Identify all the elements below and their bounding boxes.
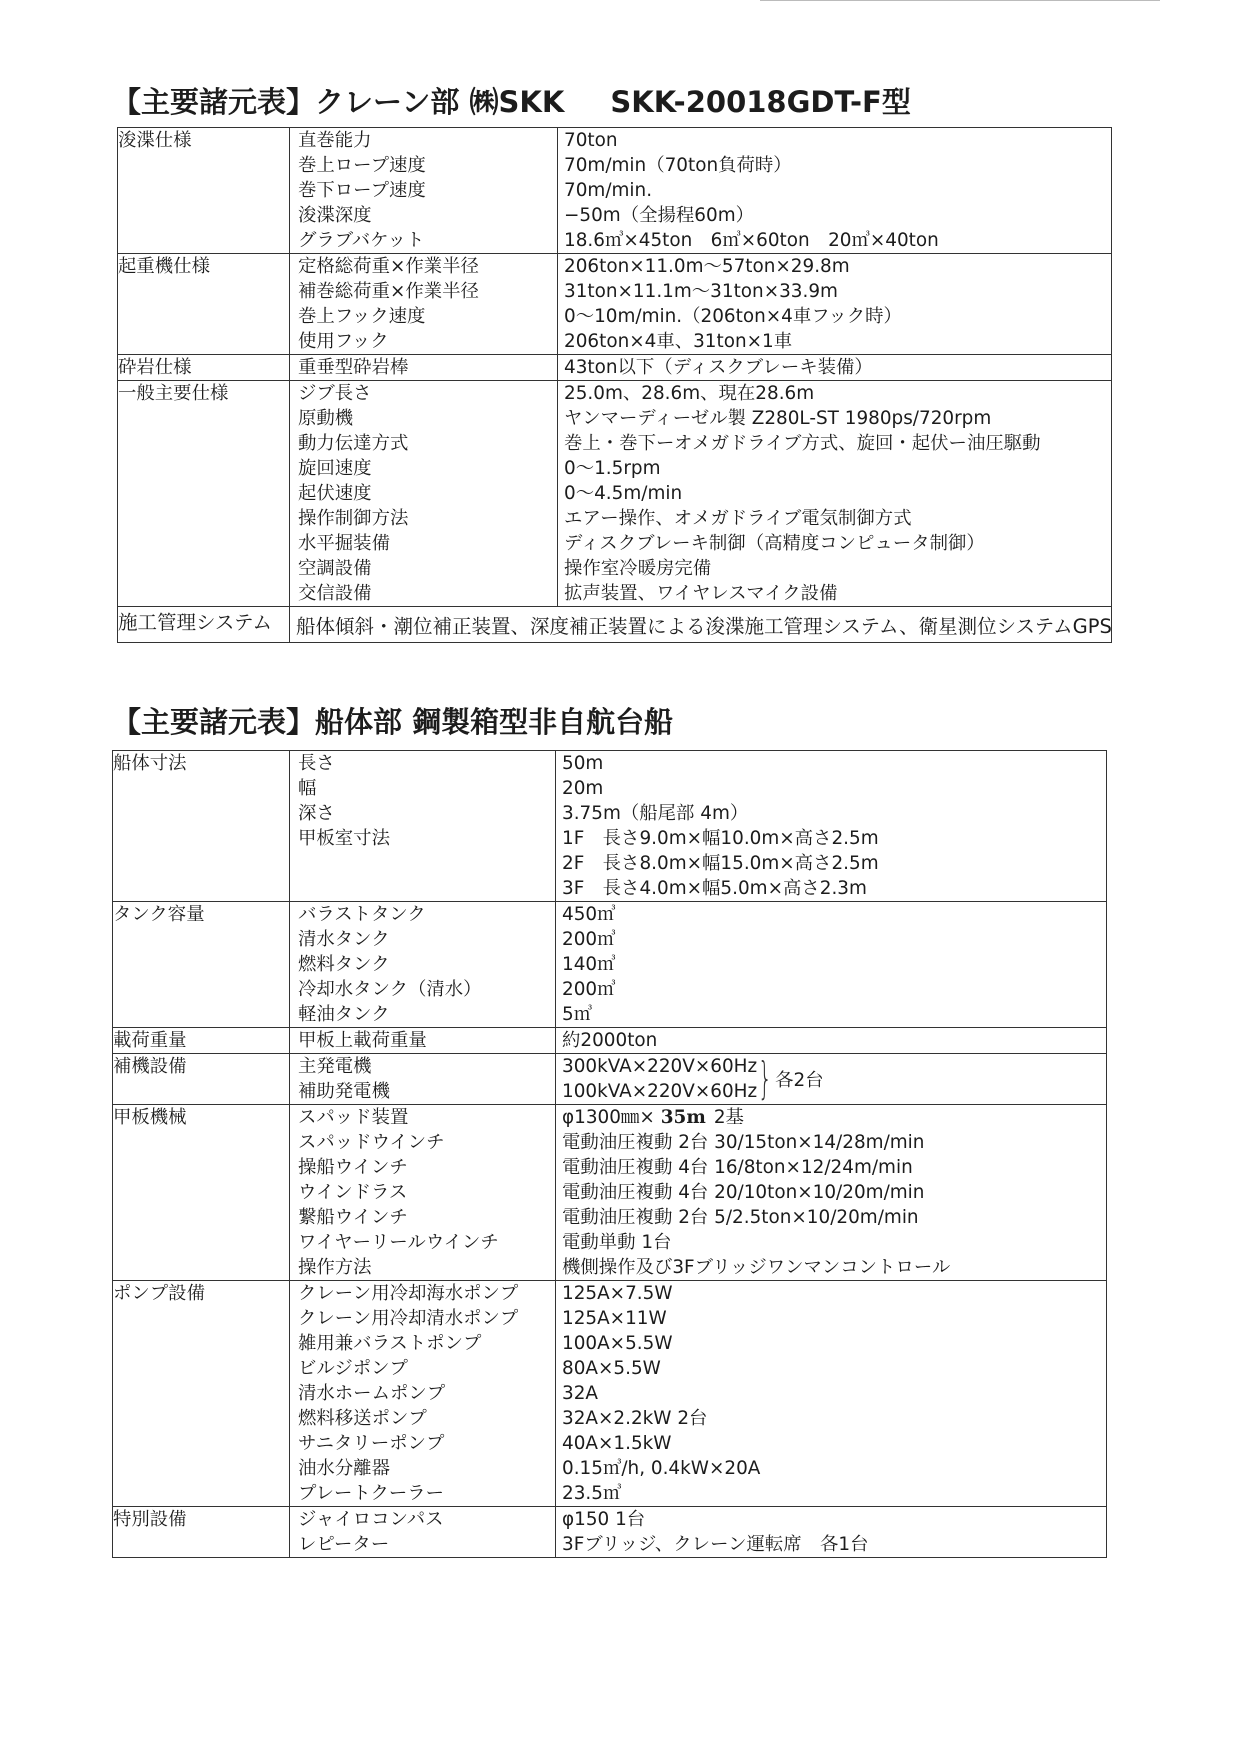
category-cell <box>118 254 290 355</box>
item-value: ヤンマーディーゼル製 Z280L-ST 1980ps/720rpm <box>564 408 992 429</box>
item-label: ビルジポンプ <box>298 1358 408 1379</box>
category-cell <box>118 381 290 607</box>
item-label-cell <box>290 1507 556 1558</box>
category-cell <box>113 1105 290 1281</box>
item-label: 燃料移送ポンプ <box>298 1408 427 1429</box>
item-value-cell <box>556 1028 1107 1054</box>
spec-row-system <box>118 607 1112 643</box>
item-label: 雑用兼バラストポンプ <box>298 1333 482 1354</box>
generator-group <box>556 1054 1106 1104</box>
category-cell <box>113 902 290 1028</box>
item-label: 水平掘装備 <box>298 533 390 554</box>
item-label: 主発電機 <box>298 1056 372 1077</box>
item-label: 定格総荷重×作業半径 <box>298 256 479 277</box>
item-label-cell <box>290 1054 556 1105</box>
item-value-cell <box>556 1507 1107 1558</box>
item-value: 70ton <box>564 130 618 151</box>
item-value-cell <box>556 1054 1107 1105</box>
hull-heading-title: 【主要諸元表】 <box>112 705 316 739</box>
item-value: 125A×7.5W <box>562 1283 673 1304</box>
brace-icon: } <box>758 1053 773 1104</box>
item-label: 甲板室寸法 <box>298 828 390 849</box>
item-label: 補巻総荷重×作業半径 <box>298 281 479 302</box>
spec-row <box>113 1281 1107 1507</box>
item-label: 軽油タンク <box>298 1004 390 1025</box>
item-label: レピーター <box>298 1534 390 1555</box>
item-label: 油水分離器 <box>298 1458 390 1479</box>
item-label-cell <box>290 381 558 607</box>
item-value: 206ton×4車、31ton×1車 <box>564 331 793 352</box>
category-label: 特別設備 <box>113 1509 187 1530</box>
item-value: 32A×2.2kW 2台 <box>562 1408 708 1429</box>
spec-row <box>118 381 1112 607</box>
item-label: バラストタンク <box>298 904 426 925</box>
item-label: 操作制御方法 <box>298 508 409 529</box>
item-label: グラブバケット <box>298 230 425 251</box>
item-label-cell <box>290 1105 556 1281</box>
item-value-cell <box>558 254 1112 355</box>
item-label: 長さ <box>298 753 335 774</box>
item-value: 操作室冷暖房完備 <box>564 558 712 579</box>
scan-edge-line <box>760 0 1160 1</box>
category-label: ポンプ設備 <box>113 1283 205 1304</box>
item-label: 巻上フック速度 <box>298 306 426 327</box>
item-label: 深さ <box>298 803 335 824</box>
item-value: 2F 長さ8.0m×幅15.0m×高さ2.5m <box>562 853 879 874</box>
item-value: 0〜1.5rpm <box>564 458 661 479</box>
hull-heading-subtitle: 船体部 鋼製箱型非自航台船 <box>315 705 674 739</box>
category-label: 一般主要仕様 <box>118 383 229 404</box>
category-label: 補機設備 <box>113 1056 187 1077</box>
item-value: 100kVA×220V×60Hz <box>562 1081 758 1102</box>
item-label: 使用フック <box>298 331 389 352</box>
spec-row <box>113 1028 1107 1054</box>
item-label-cell <box>290 902 556 1028</box>
item-value-cell <box>558 381 1112 607</box>
item-label: 操作方法 <box>298 1257 372 1278</box>
item-label: ジブ長さ <box>298 383 372 404</box>
item-value: 電動単動 1台 <box>562 1232 672 1253</box>
item-label: クレーン用冷却海水ポンプ <box>298 1283 519 1304</box>
item-label: 浚渫深度 <box>298 205 372 226</box>
item-label: 空調設備 <box>298 558 372 579</box>
spec-row <box>113 902 1107 1028</box>
item-label-cell <box>290 128 558 254</box>
item-value: 140㎥ <box>562 954 616 975</box>
crane-model: SKK-20018GDT-F型 <box>610 85 911 119</box>
item-value: 31ton×11.1m〜31ton×33.9m <box>564 281 838 302</box>
item-label: 繋船ウインチ <box>298 1207 408 1228</box>
category-label: 起重機仕様 <box>118 256 210 277</box>
item-value: 巻上・巻下ーオメガドライブ方式、旋回・起伏ー油圧駆動 <box>564 433 1041 454</box>
item-label: 巻上ロープ速度 <box>298 155 426 176</box>
item-label: 清水タンク <box>298 929 390 950</box>
category-cell <box>113 1507 290 1558</box>
item-value: 拡声装置、ワイヤレスマイク設備 <box>564 583 838 604</box>
item-label: 交信設備 <box>298 583 372 604</box>
brace-note: 各2台 <box>775 1070 824 1091</box>
spud-length-handwritten: 35m <box>660 1107 706 1128</box>
crane-spec-table <box>117 127 1112 643</box>
item-label: 重垂型砕岩棒 <box>298 357 409 378</box>
category-cell <box>113 1281 290 1507</box>
item-value: 3F 長さ4.0m×幅5.0m×高さ2.3m <box>562 878 867 899</box>
item-label-cell <box>290 254 558 355</box>
spec-row <box>118 254 1112 355</box>
spec-row <box>113 1507 1107 1558</box>
hull-heading <box>112 705 674 739</box>
item-value: φ1300㎜× <box>562 1107 655 1128</box>
item-label: 起伏速度 <box>298 483 372 504</box>
item-label-cell <box>290 751 556 902</box>
item-label: 幅 <box>298 778 317 799</box>
category-cell <box>113 1054 290 1105</box>
item-label: サニタリーポンプ <box>298 1433 445 1454</box>
item-label: ウインドラス <box>298 1182 408 1203</box>
item-label: 補助発電機 <box>298 1081 390 1102</box>
category-cell <box>113 751 290 902</box>
item-value-cell <box>556 902 1107 1028</box>
item-value: 3Fブリッジ、クレーン運転席 各1台 <box>562 1534 869 1555</box>
item-value: 23.5㎥ <box>562 1483 622 1504</box>
item-value: 300kVA×220V×60Hz <box>562 1056 758 1077</box>
category-label: 載荷重量 <box>113 1030 187 1051</box>
item-value: 0.15㎥/h, 0.4kW×20A <box>562 1458 761 1479</box>
item-value: 電動油圧複動 2台 30/15ton×14/28m/min <box>562 1132 925 1153</box>
item-value: 1F 長さ9.0m×幅10.0m×高さ2.5m <box>562 828 879 849</box>
spec-row <box>113 751 1107 902</box>
item-label: 燃料タンク <box>298 954 390 975</box>
item-value: −50m（全揚程60m） <box>564 205 754 226</box>
item-value: 電動油圧複動 2台 5/2.5ton×10/20m/min <box>562 1207 919 1228</box>
item-label: ジャイロコンパス <box>298 1509 444 1530</box>
spec-row <box>113 1054 1107 1105</box>
category-label: 砕岩仕様 <box>118 357 192 378</box>
item-label-cell <box>290 355 558 381</box>
spec-row <box>118 128 1112 254</box>
system-description: 船体傾斜・潮位補正装置、深度補正装置による浚渫施工管理システム、衛星測位システムGPS <box>296 615 1112 638</box>
item-value: ディスクブレーキ制御（高精度コンピュータ制御） <box>564 533 985 554</box>
item-value: 機側操作及び3Fブリッジワンマンコントロール <box>562 1257 951 1278</box>
item-label: スパッドウインチ <box>298 1132 445 1153</box>
category-cell <box>118 128 290 254</box>
item-label: 巻下ロープ速度 <box>298 180 426 201</box>
category-label: タンク容量 <box>113 904 205 925</box>
item-value-cell <box>556 751 1107 902</box>
category-cell <box>113 1028 290 1054</box>
item-value: 32A <box>562 1383 598 1404</box>
item-value: 20m <box>562 778 604 799</box>
item-label-cell <box>290 1028 556 1054</box>
item-value: 5㎥ <box>562 1004 593 1025</box>
item-value: 電動油圧複動 4台 20/10ton×10/20m/min <box>562 1182 925 1203</box>
item-label: ワイヤーリールウインチ <box>298 1232 499 1253</box>
item-label: プレートクーラー <box>298 1483 445 1504</box>
item-value-cell <box>558 355 1112 381</box>
crane-heading <box>112 85 911 119</box>
spud-value-line <box>556 1105 1106 1130</box>
item-value: φ150 1台 <box>562 1509 646 1530</box>
item-value: 100A×5.5W <box>562 1333 673 1354</box>
item-label: スパッド装置 <box>298 1107 409 1128</box>
item-value: 3.75m（船尾部 4m） <box>562 803 749 824</box>
item-value: 約2000ton <box>562 1030 658 1051</box>
item-value-cell <box>556 1281 1107 1507</box>
item-value: 80A×5.5W <box>562 1358 661 1379</box>
item-value: 25.0m、28.6m、現在28.6m <box>564 383 815 404</box>
item-value: 200㎥ <box>562 929 616 950</box>
item-value: 電動油圧複動 4台 16/8ton×12/24m/min <box>562 1157 913 1178</box>
item-value: 40A×1.5kW <box>562 1433 672 1454</box>
item-value: 18.6㎥×45ton 6㎥×60ton 20㎥×40ton <box>564 230 939 251</box>
spec-row <box>118 355 1112 381</box>
item-label: 旋回速度 <box>298 458 372 479</box>
category-label: 施工管理システム <box>118 611 273 634</box>
item-value: 43ton以下（ディスクブレーキ装備） <box>564 357 873 378</box>
item-value: 50m <box>562 753 604 774</box>
spec-row <box>113 1105 1107 1281</box>
item-label: 動力伝達方式 <box>298 433 409 454</box>
item-label: 清水ホームポンプ <box>298 1383 446 1404</box>
item-value: 70m/min. <box>564 180 653 201</box>
item-label: クレーン用冷却清水ポンプ <box>298 1308 519 1329</box>
hull-spec-table <box>112 750 1107 1558</box>
item-value-cell <box>558 128 1112 254</box>
item-value: 0〜10m/min.（206ton×4車フック時） <box>564 306 902 327</box>
item-value: 70m/min（70ton負荷時） <box>564 155 792 176</box>
item-value: 450㎥ <box>562 904 616 925</box>
item-label: 甲板上載荷重量 <box>298 1030 427 1051</box>
spud-count: 2基 <box>713 1107 744 1128</box>
crane-heading-title: 【主要諸元表】 <box>112 85 316 119</box>
item-value: 0〜4.5m/min <box>564 483 683 504</box>
item-label: 冷却水タンク（清水） <box>298 979 482 1000</box>
category-label: 甲板機械 <box>113 1107 187 1128</box>
item-label: 原動機 <box>298 408 354 429</box>
category-cell <box>118 355 290 381</box>
item-value-cell <box>556 1105 1107 1281</box>
item-value: エアー操作、オメガドライブ電気制御方式 <box>564 508 912 529</box>
generator-values <box>556 1054 757 1104</box>
item-label-cell <box>290 1281 556 1507</box>
category-label: 浚渫仕様 <box>118 130 192 151</box>
crane-heading-subtitle: クレーン部 ㈱SKK <box>315 85 565 119</box>
category-cell <box>118 607 290 643</box>
item-label: 操船ウインチ <box>298 1157 408 1178</box>
item-label: 直巻能力 <box>298 130 372 151</box>
item-value: 200㎥ <box>562 979 616 1000</box>
item-value: 125A×11W <box>562 1308 667 1329</box>
category-label: 船体寸法 <box>113 753 187 774</box>
item-value: 206ton×11.0m〜57ton×29.8m <box>564 256 850 277</box>
